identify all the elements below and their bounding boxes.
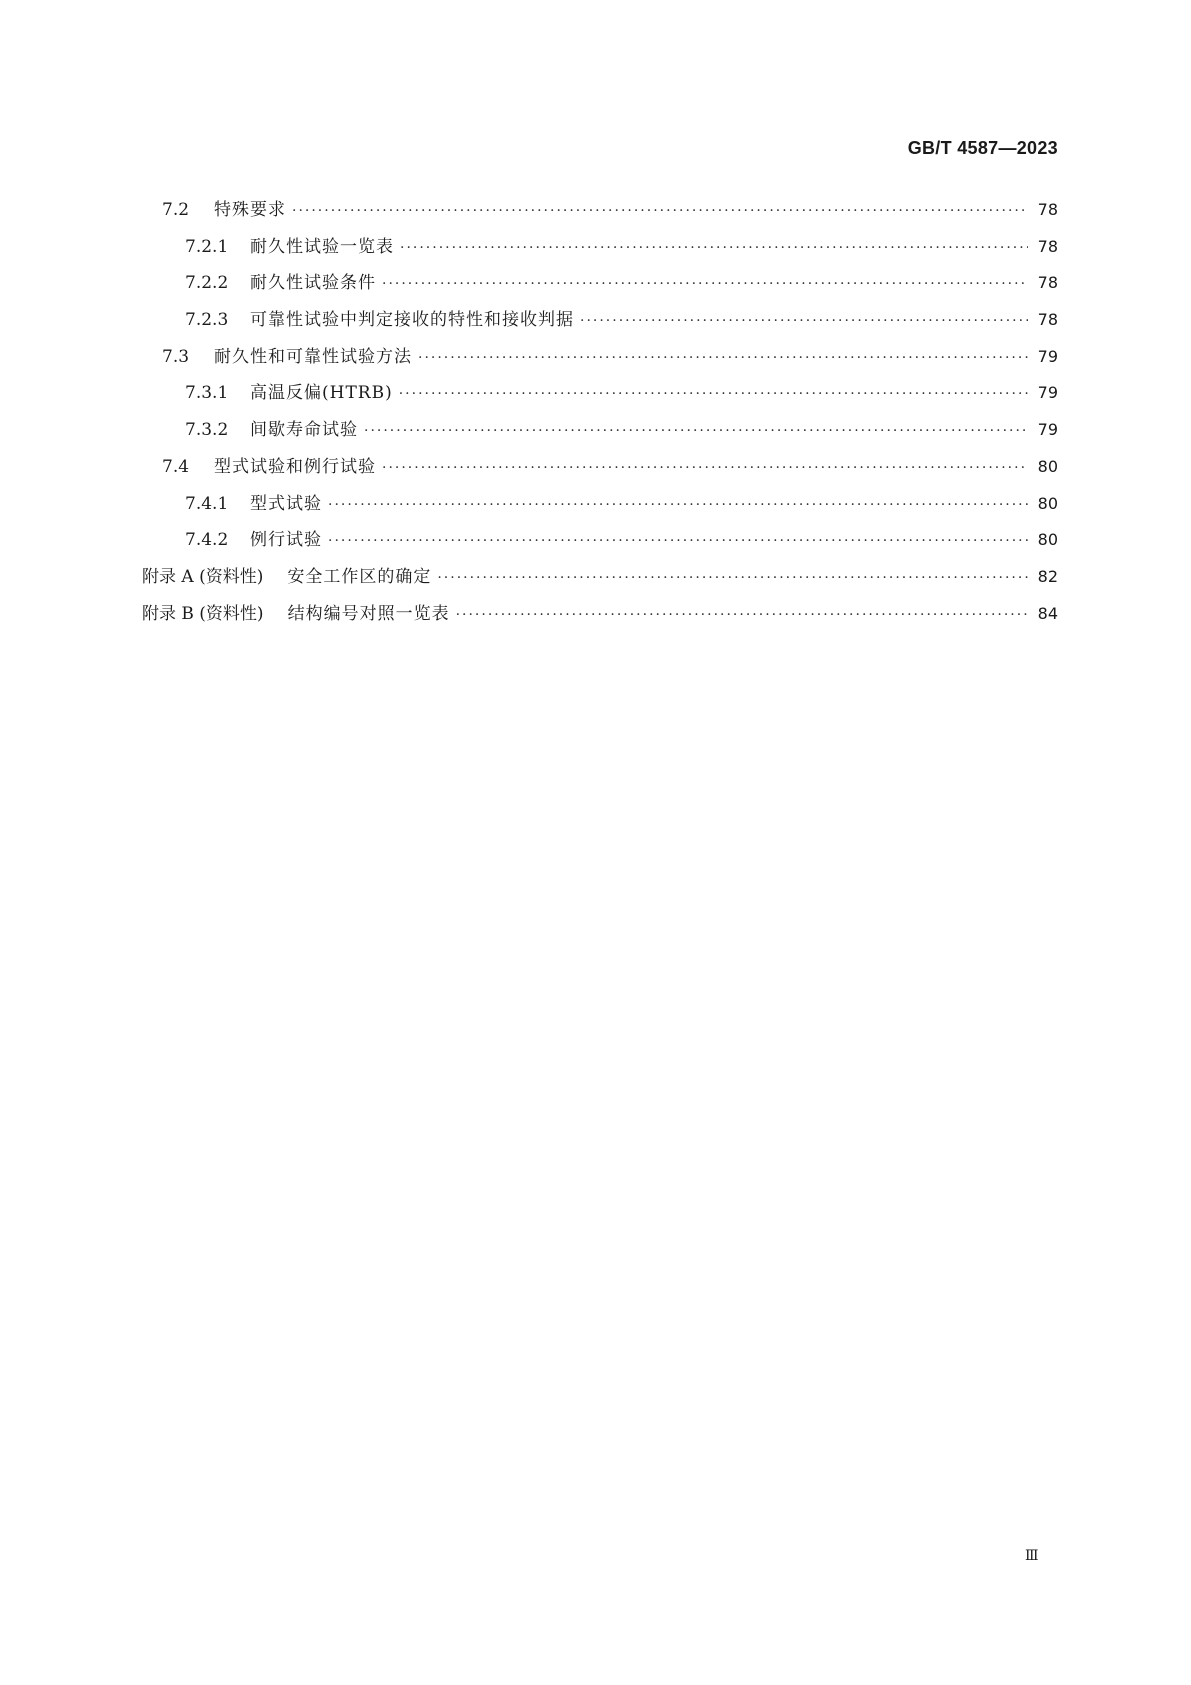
standard-code: GB/T 4587—2023 bbox=[907, 138, 1058, 158]
toc-entry-page: 79 bbox=[1037, 383, 1058, 403]
toc-entry-title: 可靠性试验中判定接收的特性和接收判据 bbox=[250, 310, 574, 331]
toc-entry-page: 78 bbox=[1037, 200, 1058, 219]
toc-leader-dots bbox=[382, 460, 1028, 476]
toc-entry[interactable] bbox=[142, 415, 1058, 452]
toc-entry-number: 7.2.2 bbox=[185, 273, 229, 294]
toc-entry[interactable] bbox=[142, 342, 1058, 379]
toc-entry-page: 80 bbox=[1037, 456, 1058, 476]
toc-leader-dots bbox=[400, 240, 1028, 256]
toc-entry-number: 7.4 bbox=[162, 456, 190, 477]
toc-entry-page: 78 bbox=[1037, 310, 1058, 330]
toc-leader-dots bbox=[364, 423, 1028, 439]
toc-entry-number: 附录 B (资料性) bbox=[142, 603, 264, 624]
toc-entry-number: 7.3.2 bbox=[185, 420, 229, 441]
toc-entry[interactable] bbox=[142, 232, 1058, 269]
toc-leader-dots bbox=[456, 607, 1028, 623]
toc-entry-appendix[interactable] bbox=[142, 599, 1058, 636]
toc-leader-dots bbox=[580, 313, 1028, 329]
toc-entry-title: 特殊要求 bbox=[214, 200, 286, 220]
toc-entry[interactable] bbox=[142, 378, 1058, 415]
toc-entry-page: 82 bbox=[1037, 566, 1058, 586]
toc-leader-dots bbox=[437, 570, 1028, 586]
toc-entry-number: 7.4.1 bbox=[185, 493, 229, 514]
toc-leader-dots bbox=[328, 497, 1028, 513]
toc-entry-title: 例行试验 bbox=[250, 530, 322, 551]
page-number: Ⅲ bbox=[1025, 1548, 1039, 1564]
toc-leader-dots bbox=[418, 350, 1028, 366]
toc-entry-number: 7.3 bbox=[162, 346, 190, 367]
toc-entry-page: 80 bbox=[1037, 530, 1058, 550]
toc-entry[interactable] bbox=[142, 489, 1058, 526]
toc-entry-title: 耐久性和可靠性试验方法 bbox=[214, 346, 412, 367]
toc-entry-title: 型式试验和例行试验 bbox=[214, 456, 376, 477]
toc-entry[interactable] bbox=[142, 305, 1058, 342]
toc-entry-page: 79 bbox=[1037, 420, 1058, 440]
toc-entry-number: 7.2 bbox=[162, 200, 190, 220]
toc-entry-page: 84 bbox=[1037, 603, 1058, 623]
toc-entry-title: 高温反偏(HTRB) bbox=[250, 383, 393, 404]
toc-entry[interactable] bbox=[142, 525, 1058, 562]
toc-entry[interactable] bbox=[142, 452, 1058, 489]
toc-entry-page: 78 bbox=[1037, 273, 1058, 293]
toc-entry-page: 78 bbox=[1037, 236, 1058, 256]
toc-entry-number: 附录 A (资料性) bbox=[142, 566, 264, 587]
toc-leader-dots bbox=[399, 386, 1028, 402]
toc-leader-dots bbox=[292, 203, 1028, 219]
toc-leader-dots bbox=[382, 276, 1028, 292]
toc-leader-dots bbox=[328, 533, 1028, 549]
toc-entry-appendix[interactable] bbox=[142, 562, 1058, 599]
toc-entry-page: 79 bbox=[1037, 346, 1058, 366]
toc-entry-number: 7.3.1 bbox=[185, 383, 229, 404]
toc-entry-title: 结构编号对照一览表 bbox=[287, 603, 450, 624]
toc-entry-page: 80 bbox=[1037, 493, 1058, 513]
toc-entry-number: 7.2.1 bbox=[185, 236, 229, 257]
toc-entry-title: 耐久性试验条件 bbox=[250, 273, 376, 294]
toc-entry-title: 型式试验 bbox=[250, 493, 322, 514]
toc-entry-title: 耐久性试验一览表 bbox=[250, 236, 394, 257]
toc-entry-number: 7.4.2 bbox=[185, 530, 229, 551]
toc-entry-title: 间歇寿命试验 bbox=[250, 420, 358, 441]
toc-entry-title: 安全工作区的确定 bbox=[287, 566, 432, 587]
toc-entry-number: 7.2.3 bbox=[185, 310, 229, 331]
table-of-contents bbox=[142, 195, 1058, 635]
toc-entry[interactable] bbox=[142, 268, 1058, 305]
toc-entry[interactable] bbox=[142, 195, 1058, 232]
